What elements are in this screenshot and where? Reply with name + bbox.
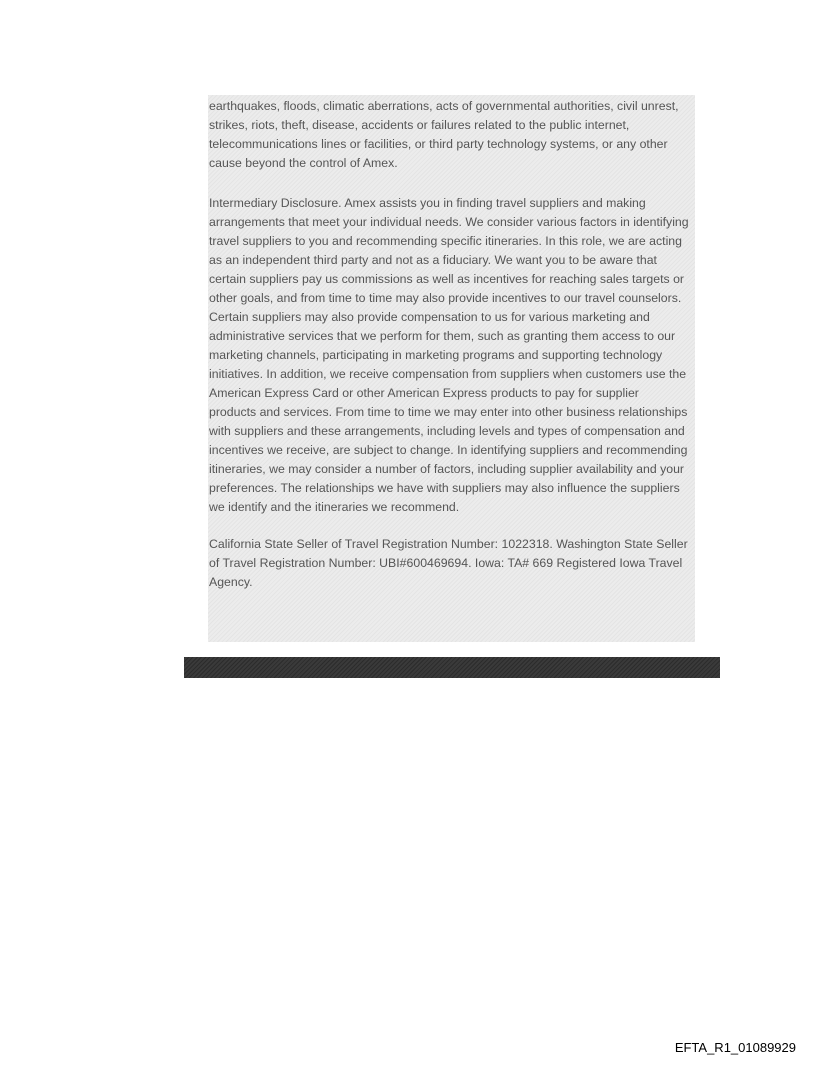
registration-numbers-paragraph: California State Seller of Travel Registration Number: 1022318. Washington State Seller of Travel Registration Number: UBI#600469694. Iowa: TA# 669 Registered Iowa Travel Agency. <box>209 537 688 589</box>
footer-bar <box>184 657 720 678</box>
force-majeure-paragraph: earthquakes, floods, climatic aberrations, acts of governmental authorities, civil unrest, strikes, riots, theft, disease, accidents or failures related to the public internet, telecommunications lines or facilities, or third party technology systems, or any other cause beyond the control of Amex. <box>209 99 679 170</box>
document-content-panel <box>208 95 695 642</box>
document-id: EFTA_R1_01089929 <box>674 1040 796 1055</box>
intermediary-disclosure-paragraph: Intermediary Disclosure. Amex assists you in finding travel suppliers and making arrangements that meet your individual needs. We consider various factors in identifying travel suppliers to you and recommending specific itineraries. In this role, we are acting as an independent third party and not as a fiduciary. We want you to be aware that certain suppliers pay us commissions as well as incentives for reaching sales targets or other goals, and from time to time may also provide incentives to our travel counselors. Certain suppliers may also provide compensation to us for various marketing and administrative services that we perform for them, such as granting them access to our marketing channels, participating in marketing programs and supporting technology initiatives. In addition, we receive compensation from suppliers when customers use the American Express Card or other American Express products to pay for supplier products and services. From time to time we may enter into other business relationships with suppliers and these arrangements, including levels and types of compensation and incentives we receive, are subject to change. In identifying suppliers and recommending itineraries, we may consider a number of factors, including supplier availability and your preferences. The relationships we have with suppliers may also influence the suppliers we identify and the itineraries we recommend. <box>209 196 689 514</box>
